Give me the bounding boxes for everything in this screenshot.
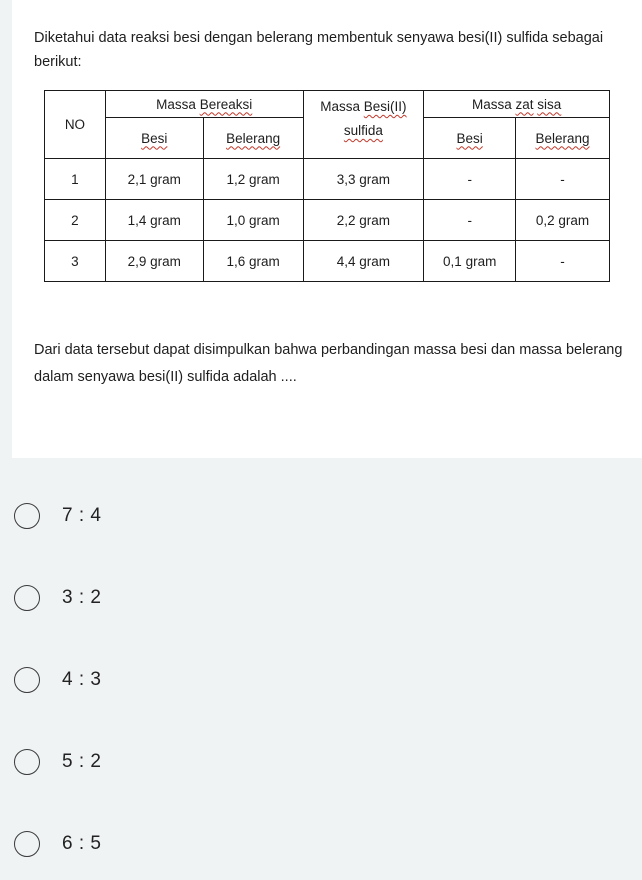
header-massa-besi-sulfida: Massa Besi(II) sulfida — [303, 91, 424, 159]
option-c[interactable] — [14, 660, 314, 700]
cell-sisa-besi: - — [424, 200, 516, 241]
reaction-data-table — [44, 90, 610, 282]
cell-besi: 2,1 gram — [105, 159, 203, 200]
subheader-sisa-besi: Besi — [424, 118, 516, 159]
option-label: 6 : 5 — [62, 833, 102, 854]
table-row — [45, 159, 610, 200]
subheader-besi: Besi — [105, 118, 203, 159]
cell-sulfida: 3,3 gram — [303, 159, 424, 200]
header-massa-bereaksi: Massa Bereaksi — [105, 91, 303, 118]
cell-sulfida: 2,2 gram — [303, 200, 424, 241]
cell-sisa-belerang: 0,2 gram — [516, 200, 610, 241]
option-e[interactable] — [14, 824, 314, 864]
radio-button[interactable] — [14, 667, 40, 693]
radio-button[interactable] — [14, 503, 40, 529]
option-label: 3 : 2 — [62, 587, 102, 608]
cell-sisa-belerang: - — [516, 241, 610, 282]
radio-button[interactable] — [14, 749, 40, 775]
option-label: 5 : 2 — [62, 751, 102, 772]
option-d[interactable] — [14, 742, 314, 782]
option-label: 4 : 3 — [62, 669, 102, 690]
table-header-row — [45, 91, 610, 118]
cell-no: 3 — [45, 241, 106, 282]
subheader-sisa-belerang: Belerang — [516, 118, 610, 159]
cell-besi: 2,9 gram — [105, 241, 203, 282]
header-massa-zat-sisa: Massa zat sisa — [424, 91, 610, 118]
cell-sisa-besi: - — [424, 159, 516, 200]
cell-sulfida: 4,4 gram — [303, 241, 424, 282]
cell-sisa-belerang: - — [516, 159, 610, 200]
option-a[interactable] — [14, 496, 314, 536]
option-b[interactable] — [14, 578, 314, 618]
table-row — [45, 200, 610, 241]
option-label: 7 : 4 — [62, 505, 102, 526]
question-intro: Diketahui data reaksi besi dengan belerang membentuk senyawa besi(II) sulfida sebagai berikut: — [34, 30, 604, 70]
cell-belerang: 1,2 gram — [203, 159, 303, 200]
question-outro: Dari data tersebut dapat disimpulkan bahwa perbandingan massa besi dan massa belerang dalam senyawa besi(II) sulfida adalah .... — [34, 342, 623, 385]
table-row — [45, 241, 610, 282]
subheader-belerang: Belerang — [203, 118, 303, 159]
cell-besi: 1,4 gram — [105, 200, 203, 241]
cell-no: 2 — [45, 200, 106, 241]
cell-belerang: 1,6 gram — [203, 241, 303, 282]
header-no: NO — [45, 91, 106, 159]
cell-belerang: 1,0 gram — [203, 200, 303, 241]
cell-sisa-besi: 0,1 gram — [424, 241, 516, 282]
cell-no: 1 — [45, 159, 106, 200]
radio-button[interactable] — [14, 831, 40, 857]
radio-button[interactable] — [14, 585, 40, 611]
